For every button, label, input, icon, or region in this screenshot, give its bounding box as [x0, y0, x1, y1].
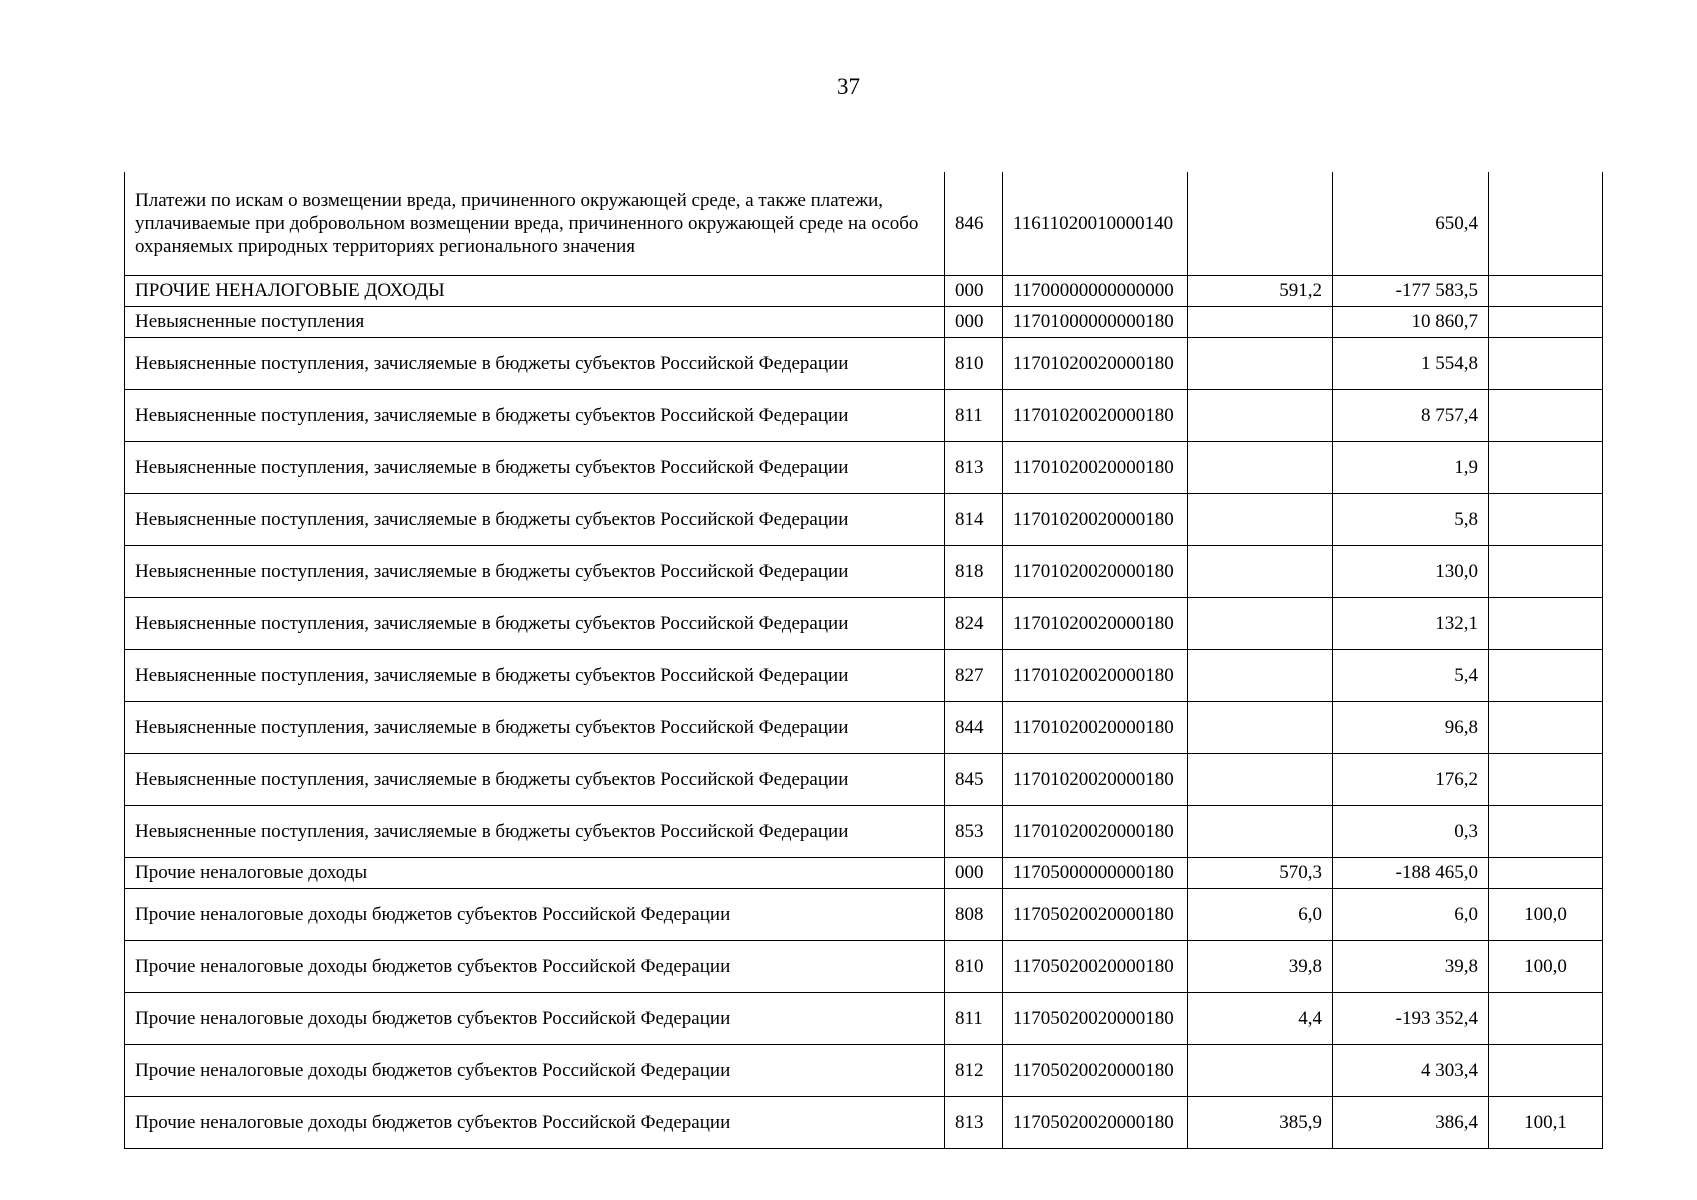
actual-amount-cell: 96,8: [1333, 701, 1489, 753]
classification-code-cell: 11611020010000140: [1003, 172, 1188, 275]
percent-cell: [1489, 649, 1603, 701]
table-row: [125, 992, 1603, 1044]
classification-code-cell: 11701020020000180: [1003, 805, 1188, 857]
percent-cell: [1489, 545, 1603, 597]
classification-code-cell: 11701020020000180: [1003, 701, 1188, 753]
admin-code-cell: 810: [945, 337, 1003, 389]
admin-code-cell: 827: [945, 649, 1003, 701]
classification-code-cell: 11705020020000180: [1003, 888, 1188, 940]
description-cell: Невыясненные поступления, зачисляемые в бюджеты субъектов Российской Федерации: [125, 441, 945, 493]
description-cell: Платежи по искам о возмещении вреда, причиненного окружающей среде, а также платежи, уплачиваемые при добровольном возмещении вреда, причиненного окружающей среде на особо охраняемых природных территориях регионального значения: [125, 172, 945, 275]
admin-code-cell: 845: [945, 753, 1003, 805]
table-row: [125, 1096, 1603, 1148]
classification-code-cell: 11705000000000180: [1003, 857, 1188, 888]
actual-amount-cell: 8 757,4: [1333, 389, 1489, 441]
percent-cell: [1489, 275, 1603, 306]
plan-amount-cell: 570,3: [1188, 857, 1333, 888]
page-number: 37: [837, 74, 860, 99]
admin-code-cell: 811: [945, 992, 1003, 1044]
classification-code-cell: 11701020020000180: [1003, 649, 1188, 701]
percent-cell: [1489, 441, 1603, 493]
plan-amount-cell: [1188, 753, 1333, 805]
percent-cell: [1489, 701, 1603, 753]
plan-amount-cell: [1188, 493, 1333, 545]
admin-code-cell: 846: [945, 172, 1003, 275]
classification-code-cell: 11705020020000180: [1003, 1044, 1188, 1096]
classification-code-cell: 11701020020000180: [1003, 493, 1188, 545]
description-cell: Невыясненные поступления, зачисляемые в бюджеты субъектов Российской Федерации: [125, 545, 945, 597]
description-cell: Невыясненные поступления, зачисляемые в бюджеты субъектов Российской Федерации: [125, 753, 945, 805]
table-row: [125, 597, 1603, 649]
plan-amount-cell: 6,0: [1188, 888, 1333, 940]
plan-amount-cell: [1188, 649, 1333, 701]
table-row: [125, 275, 1603, 306]
revenue-table: [124, 172, 1603, 1149]
admin-code-cell: 853: [945, 805, 1003, 857]
percent-cell: [1489, 805, 1603, 857]
table-row: [125, 857, 1603, 888]
percent-cell: [1489, 389, 1603, 441]
classification-code-cell: 11705020020000180: [1003, 940, 1188, 992]
table-row: [125, 805, 1603, 857]
table-row: [125, 389, 1603, 441]
admin-code-cell: 000: [945, 275, 1003, 306]
admin-code-cell: 808: [945, 888, 1003, 940]
classification-code-cell: 11701020020000180: [1003, 753, 1188, 805]
admin-code-cell: 814: [945, 493, 1003, 545]
admin-code-cell: 813: [945, 1096, 1003, 1148]
classification-code-cell: 11700000000000000: [1003, 275, 1188, 306]
description-cell: Невыясненные поступления, зачисляемые в бюджеты субъектов Российской Федерации: [125, 493, 945, 545]
percent-cell: [1489, 597, 1603, 649]
description-cell: ПРОЧИЕ НЕНАЛОГОВЫЕ ДОХОДЫ: [125, 275, 945, 306]
table-row: [125, 888, 1603, 940]
actual-amount-cell: 4 303,4: [1333, 1044, 1489, 1096]
actual-amount-cell: 130,0: [1333, 545, 1489, 597]
actual-amount-cell: 176,2: [1333, 753, 1489, 805]
plan-amount-cell: [1188, 337, 1333, 389]
actual-amount-cell: 132,1: [1333, 597, 1489, 649]
actual-amount-cell: 5,8: [1333, 493, 1489, 545]
plan-amount-cell: [1188, 1044, 1333, 1096]
description-cell: Невыясненные поступления, зачисляемые в бюджеты субъектов Российской Федерации: [125, 389, 945, 441]
plan-amount-cell: [1188, 389, 1333, 441]
admin-code-cell: 810: [945, 940, 1003, 992]
classification-code-cell: 11705020020000180: [1003, 1096, 1188, 1148]
classification-code-cell: 11701000000000180: [1003, 306, 1188, 337]
percent-cell: [1489, 493, 1603, 545]
actual-amount-cell: 1,9: [1333, 441, 1489, 493]
plan-amount-cell: [1188, 172, 1333, 275]
plan-amount-cell: [1188, 597, 1333, 649]
description-cell: Прочие неналоговые доходы бюджетов субъектов Российской Федерации: [125, 1096, 945, 1148]
actual-amount-cell: 6,0: [1333, 888, 1489, 940]
classification-code-cell: 11701020020000180: [1003, 337, 1188, 389]
plan-amount-cell: [1188, 306, 1333, 337]
percent-cell: 100,0: [1489, 888, 1603, 940]
plan-amount-cell: [1188, 545, 1333, 597]
table-row: [125, 441, 1603, 493]
table-row: [125, 753, 1603, 805]
actual-amount-cell: 5,4: [1333, 649, 1489, 701]
table-row: [125, 649, 1603, 701]
admin-code-cell: 844: [945, 701, 1003, 753]
actual-amount-cell: -177 583,5: [1333, 275, 1489, 306]
table-row: [125, 940, 1603, 992]
admin-code-cell: 824: [945, 597, 1003, 649]
percent-cell: [1489, 1044, 1603, 1096]
description-cell: Невыясненные поступления, зачисляемые в бюджеты субъектов Российской Федерации: [125, 649, 945, 701]
plan-amount-cell: [1188, 805, 1333, 857]
description-cell: Невыясненные поступления, зачисляемые в бюджеты субъектов Российской Федерации: [125, 597, 945, 649]
classification-code-cell: 11701020020000180: [1003, 389, 1188, 441]
description-cell: Прочие неналоговые доходы бюджетов субъектов Российской Федерации: [125, 940, 945, 992]
table-body: [125, 172, 1603, 1148]
classification-code-cell: 11701020020000180: [1003, 545, 1188, 597]
percent-cell: [1489, 306, 1603, 337]
plan-amount-cell: 385,9: [1188, 1096, 1333, 1148]
table-row: [125, 1044, 1603, 1096]
percent-cell: [1489, 857, 1603, 888]
table-row: [125, 172, 1603, 275]
admin-code-cell: 000: [945, 857, 1003, 888]
plan-amount-cell: [1188, 441, 1333, 493]
percent-cell: 100,0: [1489, 940, 1603, 992]
admin-code-cell: 813: [945, 441, 1003, 493]
percent-cell: 100,1: [1489, 1096, 1603, 1148]
plan-amount-cell: 591,2: [1188, 275, 1333, 306]
actual-amount-cell: 650,4: [1333, 172, 1489, 275]
description-cell: Невыясненные поступления, зачисляемые в бюджеты субъектов Российской Федерации: [125, 337, 945, 389]
admin-code-cell: 812: [945, 1044, 1003, 1096]
description-cell: Прочие неналоговые доходы бюджетов субъектов Российской Федерации: [125, 992, 945, 1044]
classification-code-cell: 11701020020000180: [1003, 597, 1188, 649]
actual-amount-cell: -193 352,4: [1333, 992, 1489, 1044]
plan-amount-cell: 39,8: [1188, 940, 1333, 992]
classification-code-cell: 11701020020000180: [1003, 441, 1188, 493]
percent-cell: [1489, 992, 1603, 1044]
classification-code-cell: 11705020020000180: [1003, 992, 1188, 1044]
actual-amount-cell: 386,4: [1333, 1096, 1489, 1148]
plan-amount-cell: 4,4: [1188, 992, 1333, 1044]
table-row: [125, 701, 1603, 753]
actual-amount-cell: 39,8: [1333, 940, 1489, 992]
admin-code-cell: 000: [945, 306, 1003, 337]
description-cell: Прочие неналоговые доходы: [125, 857, 945, 888]
actual-amount-cell: -188 465,0: [1333, 857, 1489, 888]
description-cell: Невыясненные поступления, зачисляемые в бюджеты субъектов Российской Федерации: [125, 701, 945, 753]
actual-amount-cell: 1 554,8: [1333, 337, 1489, 389]
table-row: [125, 337, 1603, 389]
description-cell: Прочие неналоговые доходы бюджетов субъектов Российской Федерации: [125, 888, 945, 940]
table-row: [125, 306, 1603, 337]
percent-cell: [1489, 172, 1603, 275]
description-cell: Прочие неналоговые доходы бюджетов субъектов Российской Федерации: [125, 1044, 945, 1096]
actual-amount-cell: 10 860,7: [1333, 306, 1489, 337]
admin-code-cell: 818: [945, 545, 1003, 597]
plan-amount-cell: [1188, 701, 1333, 753]
percent-cell: [1489, 337, 1603, 389]
admin-code-cell: 811: [945, 389, 1003, 441]
percent-cell: [1489, 753, 1603, 805]
table-row: [125, 545, 1603, 597]
description-cell: Невыясненные поступления: [125, 306, 945, 337]
actual-amount-cell: 0,3: [1333, 805, 1489, 857]
description-cell: Невыясненные поступления, зачисляемые в бюджеты субъектов Российской Федерации: [125, 805, 945, 857]
table-row: [125, 493, 1603, 545]
